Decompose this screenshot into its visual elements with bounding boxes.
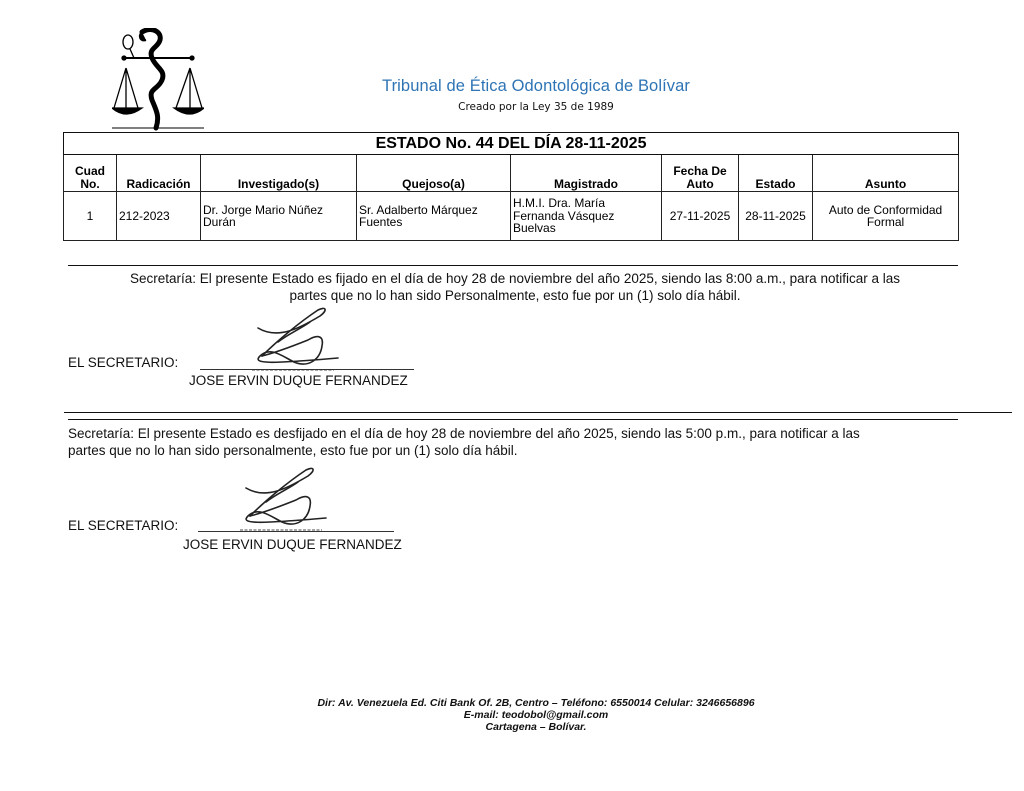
footer-address: Dir: Av. Venezuela Ed. Citi Bank Of. 2B, Centro – Teléfono: 6550014 Celular: 3246656896: [317, 697, 755, 709]
cell-radicacion: 212-2023: [117, 192, 201, 241]
column-header-cuad-no: Cuad No.: [64, 155, 117, 192]
fijacion-signer-name: JOSE ERVIN DUQUE FERNANDEZ: [189, 373, 408, 388]
column-header-fecha-auto: Fecha De Auto: [662, 155, 739, 192]
fijacion-signature-line: [200, 369, 414, 370]
desfijacion-signer-label: EL SECRETARIO:: [68, 518, 179, 533]
column-header-investigado: Investigado(s): [201, 155, 357, 192]
fijacion-line-1: Secretaría: El presente Estado es fijado en el día de hoy 28 de noviembre del año 2025, siendo las 8:00 a.m., para notificar a las: [130, 271, 900, 286]
fijacion-signer-label: EL SECRETARIO:: [68, 355, 179, 370]
table-header-row: [64, 155, 959, 192]
cell-quejoso: Sr. Adalberto Márquez Fuentes: [357, 192, 511, 241]
column-header-asunto: Asunto: [813, 155, 959, 192]
desfijacion-signer-name: JOSE ERVIN DUQUE FERNANDEZ: [183, 537, 402, 552]
column-header-estado: Estado: [739, 155, 813, 192]
footer-email: E-mail: teodobol@gmail.com: [463, 709, 609, 721]
desfijacion-signature-line: [198, 531, 394, 532]
table-caption-row: [64, 133, 959, 155]
fijacion-line-2: partes que no lo han sido Personalmente, esto fue por un (1) solo día hábil.: [289, 288, 741, 303]
cell-estado: 28-11-2025: [739, 192, 813, 241]
desfijacion-line-1: Secretaría: El presente Estado es desfijado en el día de hoy 28 de noviembre del año 2025, siendo las 5:00 p.m., para notificar a las: [68, 426, 860, 441]
handwritten-signature-icon: [226, 466, 356, 538]
column-header-radicacion: Radicación: [117, 155, 201, 192]
column-header-magistrado: Magistrado: [511, 155, 662, 192]
cell-cuad-no: 1: [64, 192, 117, 241]
organization-title: Tribunal de Ética Odontológica de Bolívar: [382, 77, 690, 95]
handwritten-signature-icon: [238, 306, 368, 378]
organization-subtitle: Creado por la Ley 35 de 1989: [458, 101, 614, 113]
desfijacion-line-2: partes que no lo han sido personalmente, esto fue por un (1) solo día hábil.: [68, 443, 518, 458]
section-divider: [68, 265, 958, 266]
cell-fecha-auto: 27-11-2025: [662, 192, 739, 241]
cell-asunto: Auto de Conformidad Formal: [813, 192, 959, 241]
estado-caption: ESTADO No. 44 DEL DÍA 28-11-2025: [64, 133, 959, 155]
cell-magistrado: H.M.I. Dra. María Fernanda Vásquez Buelvas: [511, 192, 662, 241]
column-header-quejoso: Quejoso(a): [357, 155, 511, 192]
footer-city: Cartagena – Bolívar.: [485, 721, 587, 733]
section-divider: [64, 412, 1012, 413]
cell-investigado: Dr. Jorge Mario Núñez Durán: [201, 192, 357, 241]
table-row: [64, 192, 959, 241]
estado-table: [63, 132, 959, 241]
section-divider: [68, 419, 958, 420]
